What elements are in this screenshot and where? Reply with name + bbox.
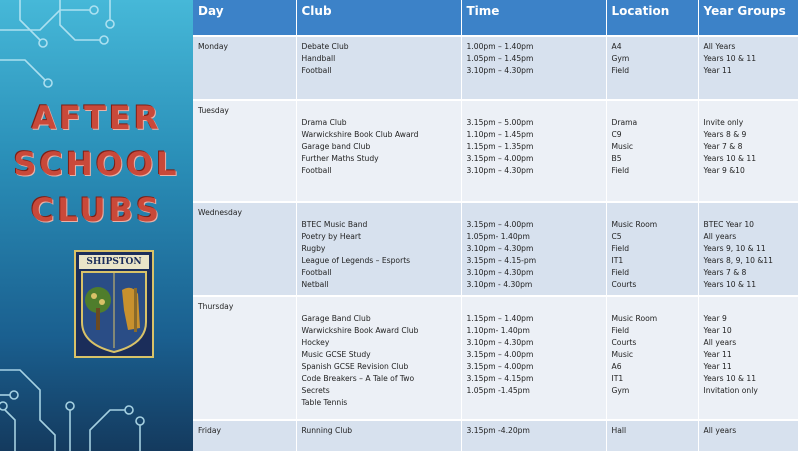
location-cell bbox=[606, 202, 698, 296]
clubs-table bbox=[193, 0, 798, 451]
club-location: C9 bbox=[611, 130, 622, 139]
club-name: Code Breakers – A Tale of Two bbox=[301, 374, 415, 383]
table-row bbox=[193, 100, 798, 202]
club-location: IT1 bbox=[611, 256, 624, 265]
club-cell bbox=[296, 420, 461, 451]
club-name: Rugby bbox=[301, 244, 326, 253]
club-time: 3.15pm -4.20pm bbox=[466, 426, 530, 435]
club-location: A4 bbox=[611, 42, 622, 51]
club-location: Music Room bbox=[611, 220, 658, 229]
club-years: Invitation only bbox=[703, 386, 758, 395]
club-location: Hall bbox=[611, 426, 627, 435]
club-time: 3.10pm - 4.30pm bbox=[466, 280, 533, 289]
club-name: Warwickshire Book Club Award bbox=[301, 130, 419, 139]
club-name: League of Legends – Esports bbox=[301, 256, 411, 265]
club-years: Years 10 & 11 bbox=[703, 280, 757, 289]
club-years: Year 11 bbox=[703, 66, 732, 75]
club-name: Football bbox=[301, 166, 332, 175]
club-time: 3.15pm – 4.15-pm bbox=[466, 256, 537, 265]
club-location: Field bbox=[611, 66, 630, 75]
title-line-3: CLUBS bbox=[30, 191, 163, 229]
club-years: Year 11 bbox=[703, 362, 732, 371]
club-time: 3.10pm – 4.30pm bbox=[466, 244, 534, 253]
location-cell bbox=[606, 296, 698, 420]
sidebar-panel bbox=[0, 0, 193, 451]
club-name: Debate Club bbox=[301, 42, 349, 51]
page-title bbox=[0, 95, 193, 233]
club-location: IT1 bbox=[611, 374, 624, 383]
club-time: 3.10pm – 4.30pm bbox=[466, 166, 534, 175]
club-name: Netball bbox=[301, 280, 329, 289]
club-name: Handball bbox=[301, 54, 336, 63]
header-year-groups: Year Groups bbox=[698, 0, 798, 36]
club-years: Year 9 bbox=[703, 314, 727, 323]
club-cell bbox=[296, 296, 461, 420]
club-location: Gym bbox=[611, 54, 630, 63]
club-time: 3.15pm – 4.00pm bbox=[466, 362, 534, 371]
table-row bbox=[193, 36, 798, 100]
club-time: 1.15pm – 1.40pm bbox=[466, 314, 534, 323]
crest-text: SHIPSTON bbox=[79, 255, 149, 269]
club-location: Gym bbox=[611, 386, 630, 395]
club-time: 1.15pm – 1.35pm bbox=[466, 142, 534, 151]
day-cell: Friday bbox=[193, 420, 296, 451]
table-header-row bbox=[193, 0, 798, 36]
club-name: Drama Club bbox=[301, 118, 347, 127]
club-location: Field bbox=[611, 326, 630, 335]
clubs-table-wrapper bbox=[193, 0, 798, 451]
club-location: B5 bbox=[611, 154, 622, 163]
header-club: Club bbox=[296, 0, 461, 36]
title-line-2: SCHOOL bbox=[13, 145, 180, 183]
club-location: A6 bbox=[611, 362, 622, 371]
club-cell bbox=[296, 202, 461, 296]
club-time: 1.10pm – 1.45pm bbox=[466, 130, 534, 139]
club-name: Warwickshire Book Award Club bbox=[301, 326, 419, 335]
club-name: Table Tennis bbox=[301, 398, 348, 407]
club-location: Field bbox=[611, 268, 630, 277]
club-name: Running Club bbox=[301, 426, 353, 435]
club-years: Invite only bbox=[703, 118, 744, 127]
club-years: Years 8, 9, 10 &11 bbox=[703, 256, 773, 265]
club-location: C5 bbox=[611, 232, 622, 241]
header-time: Time bbox=[461, 0, 606, 36]
location-cell bbox=[606, 420, 698, 451]
club-time: 3.15pm – 4.15pm bbox=[466, 374, 534, 383]
club-time: 3.10pm – 4.30pm bbox=[466, 338, 534, 347]
club-years: Year 11 bbox=[703, 350, 732, 359]
club-years: Years 7 & 8 bbox=[703, 268, 747, 277]
club-location: Courts bbox=[611, 338, 637, 347]
time-cell bbox=[461, 420, 606, 451]
club-time: 1.05pm- 1.40pm bbox=[466, 232, 530, 241]
year-cell bbox=[698, 296, 798, 420]
club-years: All Years bbox=[703, 42, 736, 51]
club-location: Field bbox=[611, 166, 630, 175]
header-location: Location bbox=[606, 0, 698, 36]
school-crest-icon bbox=[74, 250, 154, 358]
club-time: 3.15pm – 5.00pm bbox=[466, 118, 534, 127]
club-name: Football bbox=[301, 66, 332, 75]
club-name: Hockey bbox=[301, 338, 330, 347]
club-time: 3.10pm – 4.30pm bbox=[466, 268, 534, 277]
day-cell: Monday bbox=[193, 36, 296, 100]
club-years: Year 7 & 8 bbox=[703, 142, 743, 151]
day-cell: Tuesday bbox=[193, 100, 296, 202]
club-name: Garage band Club bbox=[301, 142, 371, 151]
location-cell bbox=[606, 100, 698, 202]
time-cell bbox=[461, 296, 606, 420]
day-cell: Thursday bbox=[193, 296, 296, 420]
club-years: Years 9, 10 & 11 bbox=[703, 244, 766, 253]
club-time: 1.05pm -1.45pm bbox=[466, 386, 530, 395]
time-cell bbox=[461, 100, 606, 202]
club-time: 3.10pm – 4.30pm bbox=[466, 66, 534, 75]
club-time: 3.15pm – 4.00pm bbox=[466, 220, 534, 229]
club-years: Year 10 bbox=[703, 326, 732, 335]
club-time: 1.00pm – 1.40pm bbox=[466, 42, 534, 51]
location-cell bbox=[606, 36, 698, 100]
club-years: All years bbox=[703, 232, 737, 241]
time-cell bbox=[461, 202, 606, 296]
club-years: All years bbox=[703, 338, 737, 347]
table-row bbox=[193, 420, 798, 451]
club-name: Music GCSE Study bbox=[301, 350, 371, 359]
club-name: Poetry by Heart bbox=[301, 232, 361, 241]
club-years: Years 10 & 11 bbox=[703, 54, 757, 63]
club-cell bbox=[296, 100, 461, 202]
year-cell bbox=[698, 100, 798, 202]
club-name: Secrets bbox=[301, 386, 330, 395]
club-location: Music Room bbox=[611, 314, 658, 323]
club-time: 3.15pm – 4.00pm bbox=[466, 154, 534, 163]
club-location: Music bbox=[611, 350, 634, 359]
club-location: Field bbox=[611, 244, 630, 253]
club-name: BTEC Music Band bbox=[301, 220, 368, 229]
club-time: 1.10pm- 1.40pm bbox=[466, 326, 530, 335]
club-time: 3.15pm – 4.00pm bbox=[466, 350, 534, 359]
club-name: Football bbox=[301, 268, 332, 277]
year-cell bbox=[698, 420, 798, 451]
table-row bbox=[193, 296, 798, 420]
club-location: Courts bbox=[611, 280, 637, 289]
club-years: All years bbox=[703, 426, 737, 435]
club-years: Year 9 &10 bbox=[703, 166, 745, 175]
club-time: 1.05pm – 1.45pm bbox=[466, 54, 534, 63]
time-cell bbox=[461, 36, 606, 100]
year-cell bbox=[698, 202, 798, 296]
club-name: Further Maths Study bbox=[301, 154, 379, 163]
club-years: BTEC Year 10 bbox=[703, 220, 755, 229]
header-day: Day bbox=[193, 0, 296, 36]
club-location: Drama bbox=[611, 118, 638, 127]
club-years: Years 8 & 9 bbox=[703, 130, 747, 139]
club-years: Years 10 & 11 bbox=[703, 374, 757, 383]
club-location: Music bbox=[611, 142, 634, 151]
club-name: Spanish GCSE Revision Club bbox=[301, 362, 409, 371]
club-years: Years 10 & 11 bbox=[703, 154, 757, 163]
crest-emblem-icon bbox=[78, 270, 150, 354]
day-cell: Wednesday bbox=[193, 202, 296, 296]
club-name: Garage Band Club bbox=[301, 314, 371, 323]
club-cell bbox=[296, 36, 461, 100]
table-row bbox=[193, 202, 798, 296]
year-cell bbox=[698, 36, 798, 100]
title-line-1: AFTER bbox=[31, 99, 162, 137]
